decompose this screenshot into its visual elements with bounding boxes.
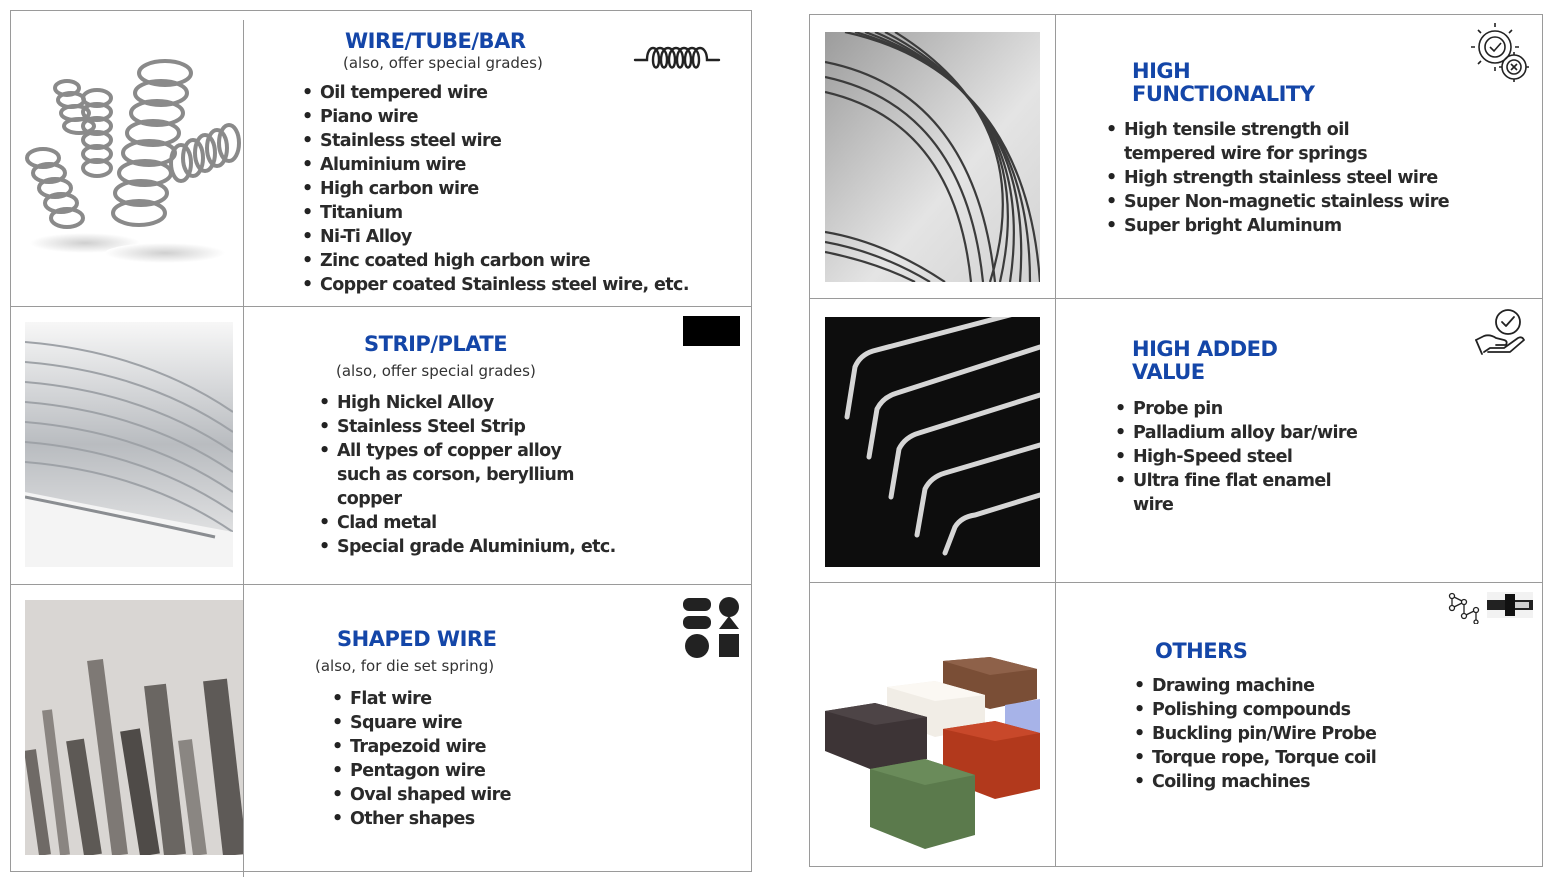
section-title-wire: WIRE/TUBE/BAR bbox=[345, 29, 526, 53]
gear-check-icon bbox=[1469, 21, 1531, 85]
list-item: • Stainless Steel Strip bbox=[319, 415, 619, 439]
probe-pins-photo bbox=[825, 317, 1040, 567]
list-item: • Other shapes bbox=[332, 807, 511, 831]
list-item: • Square wire bbox=[332, 711, 511, 735]
list-item: • Oval shaped wire bbox=[332, 783, 511, 807]
list-item: • Super bright Aluminum bbox=[1106, 214, 1449, 238]
list-item: • Coiling machines bbox=[1134, 770, 1376, 794]
list-item: • High Nickel Alloy bbox=[319, 391, 619, 415]
list-item: • Drawing machine bbox=[1134, 674, 1376, 698]
strip-items-list bbox=[319, 391, 619, 559]
section-subtitle-strip: (also, offer special grades) bbox=[336, 362, 536, 380]
left-divider-vertical bbox=[243, 20, 244, 877]
list-item: • Stainless steel wire bbox=[302, 129, 689, 153]
shapes-icon bbox=[683, 596, 741, 659]
springs-photo bbox=[25, 38, 243, 268]
functionality-items-list bbox=[1106, 118, 1449, 238]
right-divider-1 bbox=[809, 298, 1543, 299]
list-item: • Aluminium wire bbox=[302, 153, 689, 177]
left-divider-1 bbox=[10, 306, 752, 307]
list-item: • Titanium bbox=[302, 201, 689, 225]
list-item: • Trapezoid wire bbox=[332, 735, 511, 759]
list-item: • Flat wire bbox=[332, 687, 511, 711]
section-title-functionality-line1: HIGH bbox=[1132, 59, 1191, 83]
right-divider-2 bbox=[809, 582, 1543, 583]
list-item: • Ni-Ti Alloy bbox=[302, 225, 689, 249]
right-divider-vertical bbox=[1055, 14, 1056, 867]
section-title-shaped: SHAPED WIRE bbox=[337, 627, 497, 651]
molecule-icon bbox=[1446, 592, 1482, 624]
list-item: • Buckling pin/Wire Probe bbox=[1134, 722, 1376, 746]
section-title-others: OTHERS bbox=[1155, 639, 1248, 663]
shaped-items-list bbox=[332, 687, 511, 831]
list-item: • Torque rope, Torque coil bbox=[1134, 746, 1376, 770]
list-item: • Probe pin bbox=[1115, 397, 1357, 421]
list-item: • Piano wire bbox=[302, 105, 689, 129]
list-item: • Special grade Aluminium, etc. bbox=[319, 535, 619, 559]
list-item: • Ultra fine flat enamel wire bbox=[1115, 469, 1343, 517]
list-item: • Polishing compounds bbox=[1134, 698, 1376, 722]
list-item: • Pentagon wire bbox=[332, 759, 511, 783]
list-item: • High strength stainless steel wire bbox=[1106, 166, 1449, 190]
black-rectangle-icon bbox=[683, 316, 740, 346]
list-item: • High-Speed steel bbox=[1115, 445, 1357, 469]
shaped-wire-photo bbox=[25, 600, 243, 855]
list-item: • Clad metal bbox=[319, 511, 619, 535]
left-divider-2 bbox=[10, 584, 752, 585]
section-title-added-value-line1: HIGH ADDED bbox=[1132, 337, 1278, 361]
list-item: • Zinc coated high carbon wire bbox=[302, 249, 689, 273]
section-subtitle-shaped: (also, for die set spring) bbox=[315, 657, 495, 675]
machine-icon bbox=[1487, 592, 1533, 618]
list-item: • High tensile strength oil tempered wire for springs bbox=[1106, 118, 1444, 166]
wire-items-list bbox=[302, 81, 689, 297]
list-item: • All types of copper alloy such as corson, beryllium copper bbox=[319, 439, 607, 511]
hand-check-icon bbox=[1474, 306, 1528, 358]
coil-spring-icon bbox=[633, 40, 721, 74]
strip-coil-photo bbox=[25, 322, 233, 567]
list-item: • Copper coated Stainless steel wire, etc. bbox=[302, 273, 689, 297]
added-value-items-list bbox=[1115, 397, 1357, 517]
others-items-list bbox=[1134, 674, 1376, 794]
list-item: • Palladium alloy bar/wire bbox=[1115, 421, 1357, 445]
list-item: • Super Non-magnetic stainless wire bbox=[1106, 190, 1449, 214]
section-subtitle-wire: (also, offer special grades) bbox=[343, 54, 543, 72]
list-item: • High carbon wire bbox=[302, 177, 689, 201]
section-title-added-value-line2: VALUE bbox=[1132, 360, 1205, 384]
polishing-compounds-photo bbox=[825, 599, 1040, 849]
section-title-strip: STRIP/PLATE bbox=[364, 332, 508, 356]
list-item: • Oil tempered wire bbox=[302, 81, 689, 105]
section-title-functionality-line2: FUNCTIONALITY bbox=[1132, 82, 1315, 106]
wire-coil-photo bbox=[825, 32, 1040, 282]
